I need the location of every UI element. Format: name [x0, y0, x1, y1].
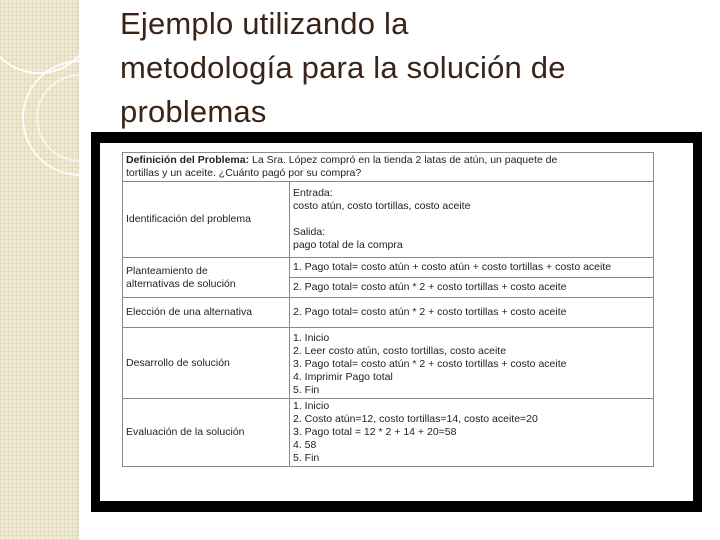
spacer	[293, 213, 650, 226]
list-item: 4. 58	[293, 439, 317, 451]
table-row-identificacion	[123, 182, 654, 258]
list-item: 1. Inicio	[293, 332, 330, 344]
list-item: 5. Fin	[293, 384, 320, 396]
planteamiento-alt1: 1. Pago total= costo atún + costo atún + costo tortillas + costo aceite	[290, 258, 654, 278]
table-row-eleccion	[123, 298, 654, 328]
table-row-evaluacion	[123, 399, 654, 467]
desarrollo-cell	[290, 328, 654, 399]
title-line: problemas	[120, 94, 267, 129]
definition-cell	[123, 153, 654, 182]
entrada-label: Entrada:	[293, 187, 333, 199]
table-row-planteamiento-1	[123, 258, 654, 278]
problem-table-image	[122, 152, 654, 485]
title-line: Ejemplo utilizando la	[120, 6, 409, 41]
identificacion-label: Identificación del problema	[123, 182, 290, 258]
entrada-value: costo atún, costo tortillas, costo aceite	[293, 200, 471, 212]
definition-line	[126, 154, 650, 167]
list-item: 4. Imprimir Pago total	[293, 371, 393, 383]
evaluacion-label: Evaluación de la solución	[123, 399, 290, 467]
list-item: 2. Costo atún=12, costo tortillas=14, costo aceite=20	[293, 413, 538, 425]
identificacion-cell	[290, 182, 654, 258]
planteamiento-label-line1: Planteamiento de	[126, 264, 208, 277]
salida-label: Salida:	[293, 226, 326, 238]
title-line: metodología para la solución de	[120, 50, 566, 85]
eleccion-label: Elección de una alternativa	[123, 298, 290, 328]
table-row-desarrollo	[123, 328, 654, 399]
planteamiento-label-line2: alternativas de solución	[126, 277, 236, 290]
desarrollo-label: Desarrollo de solución	[123, 328, 290, 399]
table-row-definition	[123, 153, 654, 182]
list-item: 5. Fin	[293, 452, 320, 464]
definition-label: Definición del Problema:	[126, 154, 250, 166]
planteamiento-label	[123, 258, 290, 298]
definition-text-line2: tortillas y un aceite. ¿Cuánto pagó por su compra?	[126, 167, 362, 179]
problem-methodology-table	[122, 152, 654, 467]
list-item: 2. Leer costo atún, costo tortillas, costo aceite	[293, 345, 507, 357]
list-item: 1. Inicio	[293, 400, 330, 412]
evaluacion-cell	[290, 399, 654, 467]
list-item: 3. Pago total= costo atún * 2 + costo tortillas + costo aceite	[293, 358, 567, 370]
salida-value: pago total de la compra	[293, 239, 403, 251]
definition-text-line1: La Sra. López compró en la tienda 2 latas de atún, un paquete de	[252, 154, 558, 166]
eleccion-value: 2. Pago total= costo atún * 2 + costo tortillas + costo aceite	[290, 298, 654, 328]
list-item: 3. Pago total = 12 * 2 + 14 + 20=58	[293, 426, 457, 438]
slide-title	[120, 2, 710, 134]
planteamiento-alt2: 2. Pago total= costo atún * 2 + costo tortillas + costo aceite	[290, 278, 654, 298]
decorative-side-panel	[0, 0, 79, 540]
